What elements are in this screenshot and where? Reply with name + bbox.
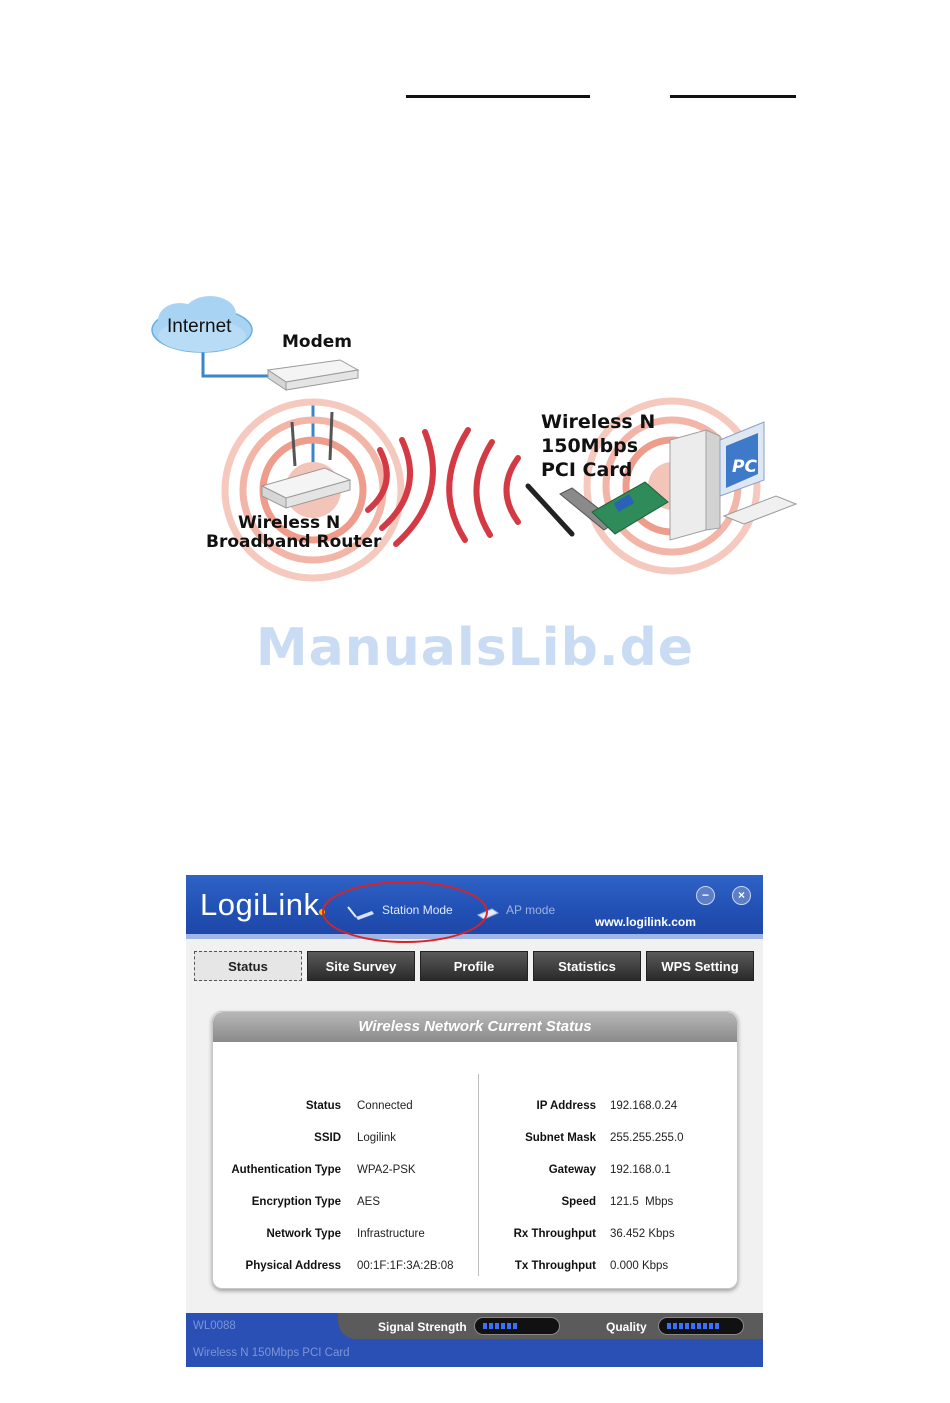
auth-type-label: Authentication Type (231, 1164, 341, 1176)
pc-label: PC (732, 457, 757, 477)
tab-profile[interactable]: Profile (420, 951, 528, 981)
card-label-line1: Wireless N (541, 411, 656, 433)
internet-label: Internet (167, 316, 232, 337)
ip-address-value: 192.168.0.24 (610, 1100, 678, 1112)
subnet-mask-value: 255.255.255.0 (610, 1132, 684, 1144)
logilink-url[interactable]: www.logilink.com (595, 915, 696, 929)
router-label-line2: Broadband Router (206, 532, 382, 552)
station-mode-button[interactable]: Station Mode (382, 903, 453, 917)
status-panel (212, 1011, 738, 1289)
network-type-label: Network Type (266, 1228, 341, 1240)
rx-throughput-label: Rx Throughput (513, 1228, 596, 1240)
signal-strength-meter (474, 1317, 560, 1335)
quality-label: Quality (606, 1320, 647, 1334)
model-number: WL0088 (193, 1320, 236, 1332)
physical-address-label: Physical Address (245, 1260, 341, 1272)
speed-value: 121.5 Mbps (610, 1196, 674, 1208)
status-label: Status (305, 1100, 341, 1112)
model-description: Wireless N 150Mbps PCI Card (193, 1347, 350, 1359)
rx-throughput-value: 36.452 Kbps (610, 1228, 675, 1240)
speed-label: Speed (561, 1196, 596, 1208)
close-button[interactable]: × (732, 886, 751, 905)
station-mode-highlight (322, 881, 488, 943)
blank-line-1 (406, 95, 590, 98)
card-label-line3: PCI Card (541, 459, 633, 481)
quality-meter (658, 1317, 744, 1335)
logilink-logo: LogiLink (200, 887, 320, 922)
utility-footer (186, 1313, 763, 1367)
subnet-mask-label: Subnet Mask (525, 1132, 596, 1144)
ssid-label: SSID (314, 1132, 341, 1144)
encryption-type-value: AES (357, 1196, 381, 1208)
status-value: Connected (357, 1100, 413, 1112)
minimize-button[interactable]: − (696, 886, 715, 905)
gateway-value: 192.168.0.1 (610, 1164, 671, 1176)
quality-fill (667, 1323, 720, 1329)
tab-bar (194, 951, 756, 983)
network-diagram (140, 290, 820, 590)
blank-line-2 (670, 95, 796, 98)
physical-address-value: 00:1F:1F:3A:2B:08 (357, 1260, 454, 1272)
tab-site-survey[interactable]: Site Survey (307, 951, 415, 981)
auth-type-value: WPA2-PSK (357, 1164, 416, 1176)
ssid-value: Logilink (357, 1132, 396, 1144)
tab-wps-setting[interactable]: WPS Setting (646, 951, 754, 981)
panel-title: Wireless Network Current Status (213, 1012, 737, 1042)
card-label-line2: 150Mbps (541, 435, 639, 457)
router-label-line1: Wireless N (238, 513, 341, 533)
ap-mode-button[interactable]: AP mode (506, 903, 556, 917)
modem-label: Modem (282, 332, 353, 352)
signal-strength-label: Signal Strength (378, 1320, 467, 1334)
tab-status[interactable]: Status (194, 951, 302, 981)
watermark: ManualsLib.de (255, 618, 695, 678)
panel-divider (478, 1074, 479, 1276)
gateway-label: Gateway (548, 1164, 596, 1176)
encryption-type-label: Encryption Type (251, 1196, 341, 1208)
tx-throughput-value: 0.000 Kbps (610, 1260, 669, 1272)
utility-window (186, 875, 763, 1367)
tx-throughput-label: Tx Throughput (514, 1260, 596, 1272)
tab-statistics[interactable]: Statistics (533, 951, 641, 981)
ip-address-label: IP Address (536, 1100, 596, 1112)
network-type-value: Infrastructure (357, 1228, 425, 1240)
header-strip (186, 934, 763, 939)
signal-strength-fill (483, 1323, 518, 1329)
